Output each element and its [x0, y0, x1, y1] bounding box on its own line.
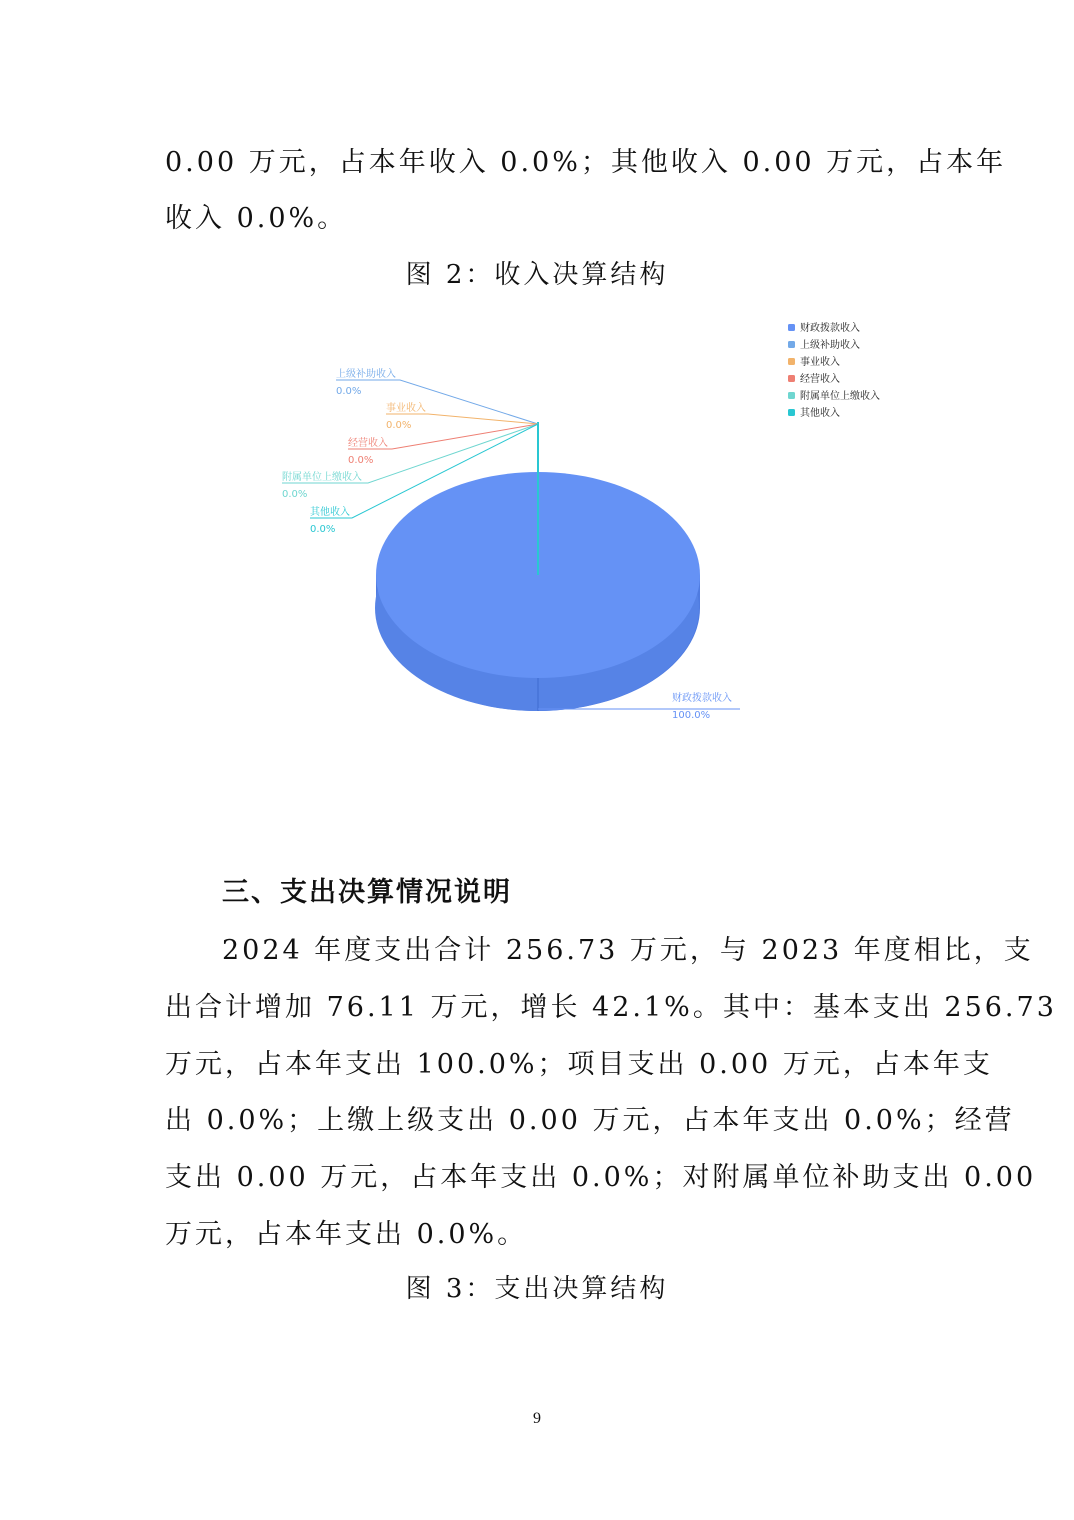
section-3-heading: 三、支出决算情况说明 — [222, 877, 512, 908]
chart-legend — [788, 321, 880, 419]
legend-label-财政拨款收入: 财政拨款收入 — [800, 323, 860, 334]
figure-3-caption: 图 3：支出决算结构 — [405, 1274, 669, 1304]
section-3-line-1: 2024 年度支出合计 256.73 万元，与 2023 年度相比，支 — [222, 935, 1034, 966]
legend-swatch-财政拨款收入 — [788, 324, 795, 331]
callout-label-事业收入: 事业收入 — [386, 403, 426, 414]
intro-line-2: 收入 0.0%。 — [165, 203, 348, 234]
legend-label-事业收入: 事业收入 — [800, 357, 840, 368]
legend-label-经营收入: 经营收入 — [800, 374, 840, 385]
legend-swatch-经营收入 — [788, 375, 795, 382]
callout-value-其他收入: 0.0% — [310, 524, 336, 535]
callout-value-财政拨款收入: 100.0% — [672, 710, 711, 721]
legend-label-附属单位上缴收入: 附属单位上缴收入 — [800, 391, 880, 402]
legend-swatch-附属单位上缴收入 — [788, 392, 795, 399]
callout-line-上级补助收入 — [336, 380, 538, 424]
section-3-line-2: 出合计增加 76.11 万元，增长 42.1%。其中：基本支出 256.73 — [165, 992, 1057, 1023]
section-3-line-4: 出 0.0%；上缴上级支出 0.00 万元，占本年支出 0.0%；经营 — [165, 1105, 1015, 1136]
legend-swatch-其他收入 — [788, 409, 795, 416]
callout-label-经营收入: 经营收入 — [348, 438, 388, 449]
section-3-line-5: 支出 0.00 万元，占本年支出 0.0%；对附属单位补助支出 0.00 — [165, 1162, 1037, 1193]
legend-label-其他收入: 其他收入 — [800, 408, 840, 419]
callout-label-财政拨款收入: 财政拨款收入 — [672, 693, 732, 704]
pie-layer — [375, 422, 700, 711]
callout-value-事业收入: 0.0% — [386, 420, 412, 431]
callout-value-上级补助收入: 0.0% — [336, 386, 362, 397]
page-number: 9 — [533, 1410, 541, 1427]
callout-label-附属单位上缴收入: 附属单位上缴收入 — [282, 472, 362, 483]
callout-label-上级补助收入: 上级补助收入 — [336, 369, 396, 380]
section-3-line-6: 万元，占本年支出 0.0%。 — [165, 1219, 528, 1250]
callout-label-其他收入: 其他收入 — [310, 507, 350, 518]
income-structure-pie-chart — [260, 310, 920, 740]
figure-2-caption: 图 2：收入决算结构 — [405, 260, 669, 290]
callout-value-附属单位上缴收入: 0.0% — [282, 489, 308, 500]
legend-swatch-事业收入 — [788, 358, 795, 365]
callout-value-经营收入: 0.0% — [348, 455, 374, 466]
intro-line-1: 0.00 万元，占本年收入 0.0%；其他收入 0.00 万元，占本年 — [165, 147, 1007, 178]
section-3-line-3: 万元，占本年支出 100.0%；项目支出 0.00 万元，占本年支 — [165, 1049, 993, 1080]
legend-label-上级补助收入: 上级补助收入 — [800, 340, 860, 351]
legend-swatch-上级补助收入 — [788, 341, 795, 348]
